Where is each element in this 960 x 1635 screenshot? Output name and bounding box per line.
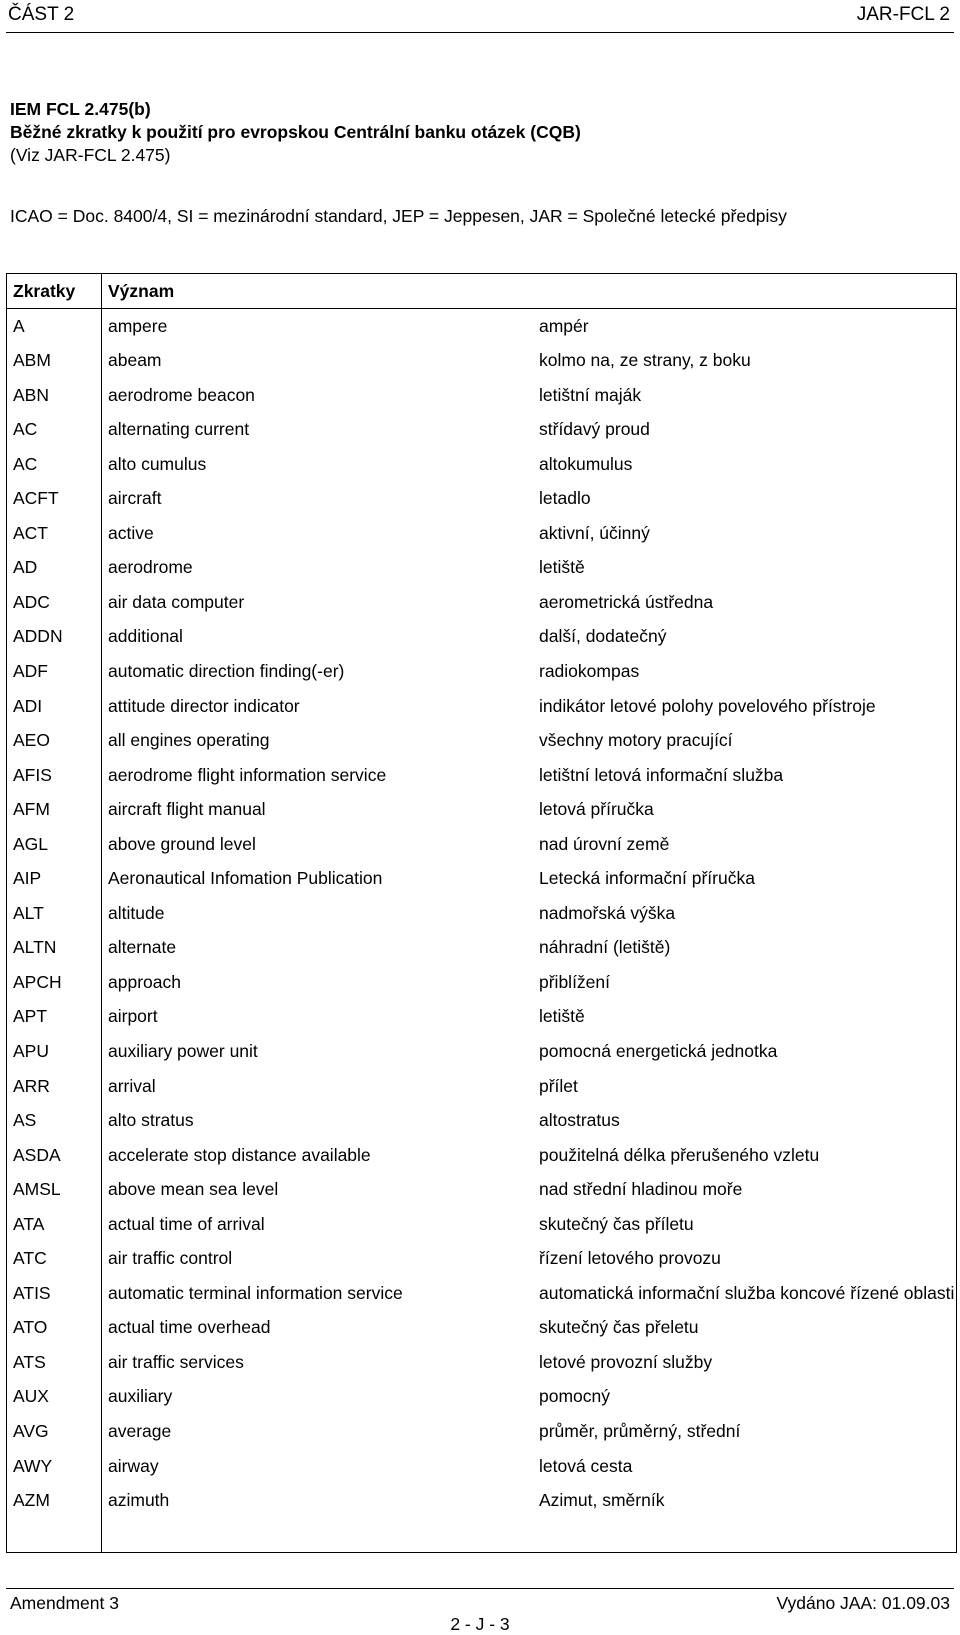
abbreviation-cell: ATO bbox=[7, 1310, 102, 1345]
czech-translation-cell: letištní letová informační služba bbox=[539, 764, 784, 785]
abbreviation-cell: AZM bbox=[7, 1483, 102, 1518]
abbreviation-cell: ADF bbox=[7, 654, 102, 689]
table-row bbox=[7, 792, 957, 827]
abbreviation-cell: AGL bbox=[7, 827, 102, 862]
table-row bbox=[7, 619, 957, 654]
table-row bbox=[7, 309, 957, 344]
abbreviation-cell: ATS bbox=[7, 1345, 102, 1380]
header-document-code: JAR-FCL 2 bbox=[856, 4, 950, 25]
czech-translation-cell: letištní maják bbox=[539, 384, 642, 405]
czech-translation-cell: altostratus bbox=[539, 1110, 620, 1131]
abbreviation-cell: ACT bbox=[7, 516, 102, 551]
table-row bbox=[7, 689, 957, 724]
abbreviation-cell: AUX bbox=[7, 1379, 102, 1414]
table-row bbox=[7, 896, 957, 931]
abbreviation-cell: ATIS bbox=[7, 1276, 102, 1311]
table-row bbox=[7, 930, 957, 965]
table-row bbox=[7, 1483, 957, 1518]
header-translation bbox=[533, 274, 957, 309]
english-meaning-cell: active bbox=[108, 522, 154, 543]
czech-translation-cell: skutečný čas příletu bbox=[539, 1213, 694, 1234]
english-meaning-cell: altitude bbox=[108, 902, 165, 923]
czech-translation-cell: všechny motory pracující bbox=[539, 730, 733, 751]
abbreviation-cell: ARR bbox=[7, 1069, 102, 1104]
abbreviations-table bbox=[6, 273, 957, 1553]
czech-translation-cell: indikátor letové polohy povelového přístroje bbox=[539, 695, 876, 716]
abbreviation-cell: ADI bbox=[7, 689, 102, 724]
english-meaning-cell: air traffic control bbox=[108, 1248, 233, 1269]
abbreviation-cell: AFIS bbox=[7, 758, 102, 793]
czech-translation-cell: nad střední hladinou moře bbox=[539, 1179, 743, 1200]
czech-translation-cell: použitelná délka přerušeného vzletu bbox=[539, 1144, 820, 1165]
english-meaning-cell: actual time of arrival bbox=[108, 1213, 265, 1234]
english-meaning-cell: air traffic services bbox=[108, 1351, 244, 1372]
english-meaning-cell: air data computer bbox=[108, 591, 245, 612]
abbreviation-cell: APCH bbox=[7, 965, 102, 1000]
table-row bbox=[7, 1034, 957, 1069]
czech-translation-cell: letová příručka bbox=[539, 799, 654, 820]
czech-translation-cell: průměr, průměrný, střední bbox=[539, 1421, 741, 1441]
table-row bbox=[7, 1414, 957, 1449]
english-meaning-cell: azimuth bbox=[108, 1490, 170, 1511]
title-block bbox=[10, 98, 581, 167]
czech-translation-cell: radiokompas bbox=[539, 660, 640, 681]
czech-translation-cell: automatická informační služba koncové řízené oblasti bbox=[539, 1282, 955, 1303]
abbreviation-cell: AC bbox=[7, 412, 102, 447]
table-row bbox=[7, 1172, 957, 1207]
english-meaning-cell: alto stratus bbox=[108, 1110, 194, 1131]
czech-translation-cell: řízení letového provozu bbox=[539, 1248, 721, 1269]
czech-translation-cell: pomocná energetická jednotka bbox=[539, 1040, 778, 1061]
english-meaning-cell: aircraft flight manual bbox=[108, 799, 266, 820]
header-meaning: Význam bbox=[102, 274, 534, 309]
table-row bbox=[7, 1379, 957, 1414]
abbreviation-cell: ASDA bbox=[7, 1138, 102, 1173]
abbreviation-cell: AIP bbox=[7, 861, 102, 896]
footer-issue-date: Vydáno JAA: 01.09.03 bbox=[776, 1593, 950, 1613]
table-row bbox=[7, 1449, 957, 1484]
table-row bbox=[7, 827, 957, 862]
table-row bbox=[7, 1276, 957, 1311]
czech-translation-cell: letiště bbox=[539, 557, 585, 578]
header-abbreviation: Zkratky bbox=[7, 274, 102, 309]
czech-translation-cell: aktivní, účinný bbox=[539, 522, 650, 543]
table-row bbox=[7, 343, 957, 378]
table-row bbox=[7, 550, 957, 585]
english-meaning-cell: abeam bbox=[108, 350, 162, 371]
abbreviation-cell: APU bbox=[7, 1034, 102, 1069]
english-meaning-cell: airway bbox=[108, 1455, 159, 1476]
abbreviation-cell: AMSL bbox=[7, 1172, 102, 1207]
table-row bbox=[7, 1241, 957, 1276]
czech-translation-cell: střídavý proud bbox=[539, 419, 650, 440]
english-meaning-cell: aerodrome bbox=[108, 557, 193, 578]
abbreviation-cell: AFM bbox=[7, 792, 102, 827]
table-row bbox=[7, 481, 957, 516]
english-meaning-cell: auxiliary bbox=[108, 1386, 173, 1407]
english-meaning-cell: accelerate stop distance available bbox=[108, 1144, 371, 1165]
czech-translation-cell: letová cesta bbox=[539, 1455, 633, 1476]
czech-translation-cell: Letecká informační příručka bbox=[539, 868, 755, 889]
table-row bbox=[7, 861, 957, 896]
spacer-cell bbox=[102, 1518, 534, 1553]
czech-translation-cell: nad úrovní země bbox=[539, 833, 670, 854]
czech-translation-cell: letiště bbox=[539, 1006, 585, 1027]
table-row bbox=[7, 378, 957, 413]
abbreviation-cell: ATC bbox=[7, 1241, 102, 1276]
czech-translation-cell: nadmořská výška bbox=[539, 902, 676, 923]
footer-divider bbox=[6, 1588, 954, 1589]
table-row bbox=[7, 654, 957, 689]
english-meaning-cell: automatic direction finding(-er) bbox=[108, 660, 345, 681]
abbreviation-cell: AD bbox=[7, 550, 102, 585]
english-meaning-cell: ampere bbox=[108, 316, 168, 336]
english-meaning-cell: additional bbox=[108, 626, 183, 647]
table-row bbox=[7, 1345, 957, 1380]
english-meaning-cell: aerodrome flight information service bbox=[108, 764, 387, 785]
czech-translation-cell: pomocný bbox=[539, 1386, 611, 1407]
table-row bbox=[7, 447, 957, 482]
table-row bbox=[7, 516, 957, 551]
table-row bbox=[7, 723, 957, 758]
abbreviation-cell: ALTN bbox=[7, 930, 102, 965]
table-row bbox=[7, 999, 957, 1034]
english-meaning-cell: approach bbox=[108, 971, 181, 992]
spacer-cell bbox=[533, 1518, 957, 1553]
table-row bbox=[7, 1310, 957, 1345]
english-meaning-cell: alternating current bbox=[108, 419, 250, 440]
english-meaning-cell: automatic terminal information service bbox=[108, 1282, 403, 1303]
english-meaning-cell: average bbox=[108, 1421, 172, 1441]
footer-amendment: Amendment 3 bbox=[10, 1593, 119, 1613]
czech-translation-cell: Azimut, směrník bbox=[539, 1490, 665, 1511]
abbreviation-cell: ATA bbox=[7, 1207, 102, 1242]
abbreviation-cell: AWY bbox=[7, 1449, 102, 1484]
table-spacer-row bbox=[7, 1518, 957, 1553]
czech-translation-cell: letové provozní služby bbox=[539, 1351, 713, 1372]
english-meaning-cell: arrival bbox=[108, 1075, 156, 1096]
abbreviation-cell: AVG bbox=[7, 1414, 102, 1449]
abbreviation-cell: ADDN bbox=[7, 619, 102, 654]
table-row bbox=[7, 412, 957, 447]
english-meaning-cell: Aeronautical Infomation Publication bbox=[108, 868, 383, 889]
czech-translation-cell: altokumulus bbox=[539, 453, 633, 474]
source-legend: ICAO = Doc. 8400/4, SI = mezinárodní standard, JEP = Jeppesen, JAR = Společné letecké předpisy bbox=[10, 206, 787, 226]
abbreviation-cell: ABN bbox=[7, 378, 102, 413]
czech-translation-cell: letadlo bbox=[539, 488, 591, 509]
english-meaning-cell: airport bbox=[108, 1006, 158, 1027]
abbreviation-cell: A bbox=[7, 309, 102, 344]
spacer-cell bbox=[7, 1518, 102, 1553]
table-body bbox=[7, 309, 957, 1553]
document-title: Běžné zkratky k použití pro evropskou Centrální banku otázek (CQB) bbox=[10, 122, 581, 142]
abbreviation-cell: AS bbox=[7, 1103, 102, 1138]
abbreviation-cell: ALT bbox=[7, 896, 102, 931]
abbreviation-cell: AEO bbox=[7, 723, 102, 758]
english-meaning-cell: auxiliary power unit bbox=[108, 1040, 258, 1061]
czech-translation-cell: další, dodatečný bbox=[539, 626, 667, 647]
table-row bbox=[7, 1138, 957, 1173]
table-row bbox=[7, 1207, 957, 1242]
abbreviation-cell: APT bbox=[7, 999, 102, 1034]
abbreviation-cell: ADC bbox=[7, 585, 102, 620]
english-meaning-cell: above ground level bbox=[108, 833, 256, 854]
czech-translation-cell: aerometrická ústředna bbox=[539, 591, 714, 612]
abbreviation-cell: AC bbox=[7, 447, 102, 482]
english-meaning-cell: above mean sea level bbox=[108, 1179, 279, 1200]
english-meaning-cell: aerodrome beacon bbox=[108, 384, 255, 405]
document-cross-reference: (Viz JAR-FCL 2.475) bbox=[10, 145, 171, 165]
table-row bbox=[7, 585, 957, 620]
document-reference: IEM FCL 2.475(b) bbox=[10, 99, 151, 119]
english-meaning-cell: attitude director indicator bbox=[108, 695, 300, 716]
table-row bbox=[7, 1069, 957, 1104]
page-number: 2 - J - 3 bbox=[450, 1614, 510, 1634]
english-meaning-cell: actual time overhead bbox=[108, 1317, 271, 1338]
table-row bbox=[7, 758, 957, 793]
czech-translation-cell: skutečný čas přeletu bbox=[539, 1317, 699, 1338]
czech-translation-cell: ampér bbox=[539, 316, 589, 336]
czech-translation-cell: přílet bbox=[539, 1075, 578, 1096]
header-section-label: ČÁST 2 bbox=[8, 4, 75, 25]
english-meaning-cell: alternate bbox=[108, 937, 177, 958]
czech-translation-cell: náhradní (letiště) bbox=[539, 937, 671, 958]
abbreviation-cell: ACFT bbox=[7, 481, 102, 516]
english-meaning-cell: aircraft bbox=[108, 488, 162, 509]
english-meaning-cell: alto cumulus bbox=[108, 453, 207, 474]
czech-translation-cell: přiblížení bbox=[539, 971, 611, 992]
table-header-row bbox=[7, 274, 957, 309]
czech-translation-cell: kolmo na, ze strany, z boku bbox=[539, 350, 751, 371]
header-divider bbox=[6, 32, 954, 33]
table-row bbox=[7, 1103, 957, 1138]
table-row bbox=[7, 965, 957, 1000]
english-meaning-cell: all engines operating bbox=[108, 730, 270, 751]
abbreviation-cell: ABM bbox=[7, 343, 102, 378]
